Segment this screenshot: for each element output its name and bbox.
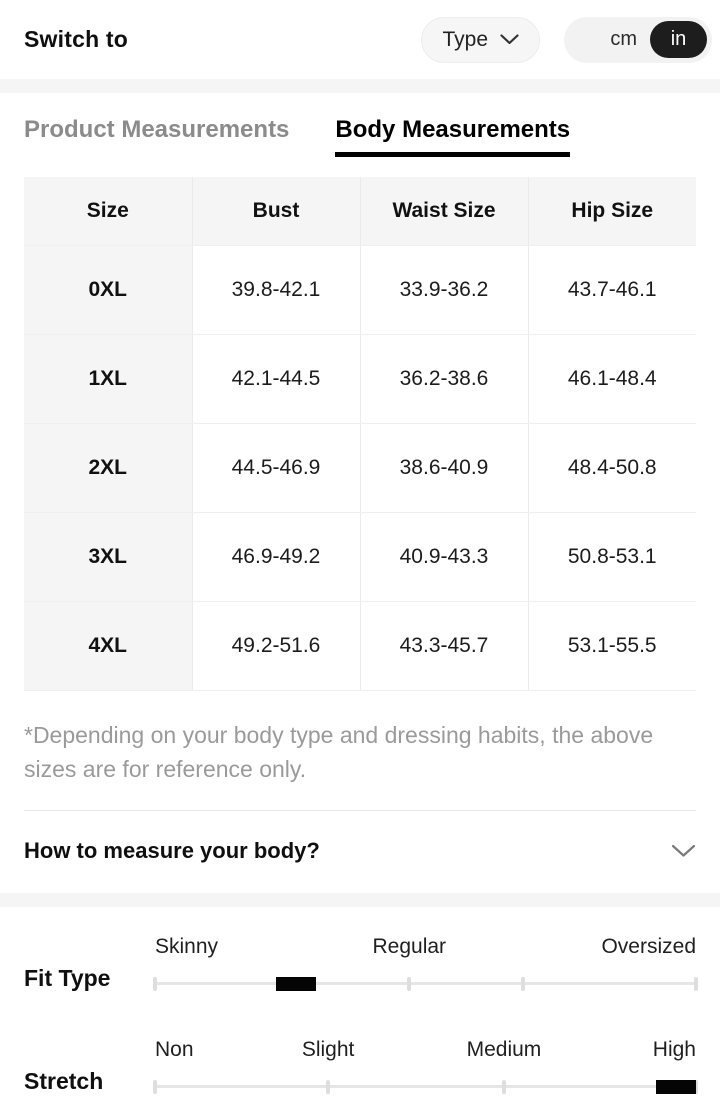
measurement-cell: 38.6-40.9 <box>360 423 528 512</box>
measurement-cell: 36.2-38.6 <box>360 334 528 423</box>
stretch-scale-labels <box>155 1038 696 1064</box>
fit-type-slider <box>155 935 696 992</box>
switch-to-label: Switch to <box>24 26 129 52</box>
stretch-label: Stretch <box>24 1067 104 1094</box>
stretch-track <box>155 1079 696 1095</box>
type-dropdown-label: Type <box>442 27 488 51</box>
fit-type-track <box>155 976 696 992</box>
type-dropdown-button[interactable] <box>421 17 540 63</box>
measurement-cell: 42.1-44.5 <box>192 334 360 423</box>
size-cell: 2XL <box>24 423 192 512</box>
section-divider-band <box>0 893 720 907</box>
fit-type-track-line <box>155 982 696 985</box>
unit-option-cm[interactable]: cm <box>610 28 637 50</box>
stretch-track-line <box>155 1085 696 1088</box>
fit-type-tick <box>407 977 411 991</box>
stretch-slider <box>155 1038 696 1095</box>
section-divider-band <box>0 79 720 93</box>
fit-type-option-regular: Regular <box>372 934 447 958</box>
fit-type-tick <box>694 977 698 991</box>
measurement-tabs <box>24 115 696 157</box>
top-controls <box>421 17 712 63</box>
measurement-cell: 46.1-48.4 <box>528 334 696 423</box>
measurement-cell: 39.8-42.1 <box>192 245 360 334</box>
table-header-row <box>24 177 696 245</box>
table-column-header: Bust <box>192 177 360 245</box>
fit-type-tick <box>153 977 157 991</box>
table-column-header: Size <box>24 177 192 245</box>
chevron-down-icon[interactable] <box>671 844 696 858</box>
table-row <box>24 334 696 423</box>
fit-info-panel <box>0 907 720 1115</box>
size-cell: 3XL <box>24 512 192 601</box>
how-to-measure-label: How to measure your body? <box>24 837 320 863</box>
stretch-option-non: Non <box>155 1037 194 1061</box>
table-column-header: Hip Size <box>528 177 696 245</box>
size-reference-footnote: *Depending on your body type and dressing habits, the above sizes are for reference only. <box>24 721 654 782</box>
measurement-cell: 49.2-51.6 <box>192 601 360 690</box>
chevron-down-icon <box>500 34 519 45</box>
size-cell: 4XL <box>24 601 192 690</box>
measurement-cell: 48.4-50.8 <box>528 423 696 512</box>
fit-type-tick <box>521 977 525 991</box>
size-cell: 1XL <box>24 334 192 423</box>
measurement-cell: 33.9-36.2 <box>360 245 528 334</box>
unit-toggle[interactable] <box>564 17 712 63</box>
table-column-header: Waist Size <box>360 177 528 245</box>
fit-type-section <box>24 935 696 992</box>
body-measurements-table <box>24 177 696 691</box>
stretch-indicator <box>656 1080 696 1094</box>
stretch-option-slight: Slight <box>301 1037 355 1061</box>
unit-option-in-selected[interactable]: in <box>650 21 707 58</box>
tab-body-measurements[interactable]: Body Measurements <box>335 115 570 157</box>
how-to-measure-row[interactable] <box>24 811 696 893</box>
stretch-tick <box>153 1080 157 1094</box>
stretch-option-high: High <box>652 1037 696 1061</box>
fit-type-option-skinny: Skinny <box>155 934 219 958</box>
stretch-tick <box>502 1080 506 1094</box>
table-row <box>24 601 696 690</box>
measurement-cell: 40.9-43.3 <box>360 512 528 601</box>
measurement-cell: 43.3-45.7 <box>360 601 528 690</box>
measurement-cell: 43.7-46.1 <box>528 245 696 334</box>
size-cell: 0XL <box>24 245 192 334</box>
measurement-cell: 50.8-53.1 <box>528 512 696 601</box>
fit-type-option-oversized: Oversized <box>601 934 696 958</box>
top-bar <box>0 0 720 79</box>
fit-type-scale-labels <box>155 935 696 961</box>
measurement-cell: 44.5-46.9 <box>192 423 360 512</box>
measurement-cell: 46.9-49.2 <box>192 512 360 601</box>
table-row <box>24 245 696 334</box>
fit-type-label: Fit Type <box>24 964 111 991</box>
tab-product-measurements[interactable]: Product Measurements <box>24 116 290 143</box>
stretch-option-medium: Medium <box>466 1037 542 1061</box>
measurement-cell: 53.1-55.5 <box>528 601 696 690</box>
table-row <box>24 512 696 601</box>
stretch-section <box>24 1038 696 1095</box>
fit-type-indicator <box>276 977 316 991</box>
stretch-tick <box>326 1080 330 1094</box>
table-row <box>24 423 696 512</box>
